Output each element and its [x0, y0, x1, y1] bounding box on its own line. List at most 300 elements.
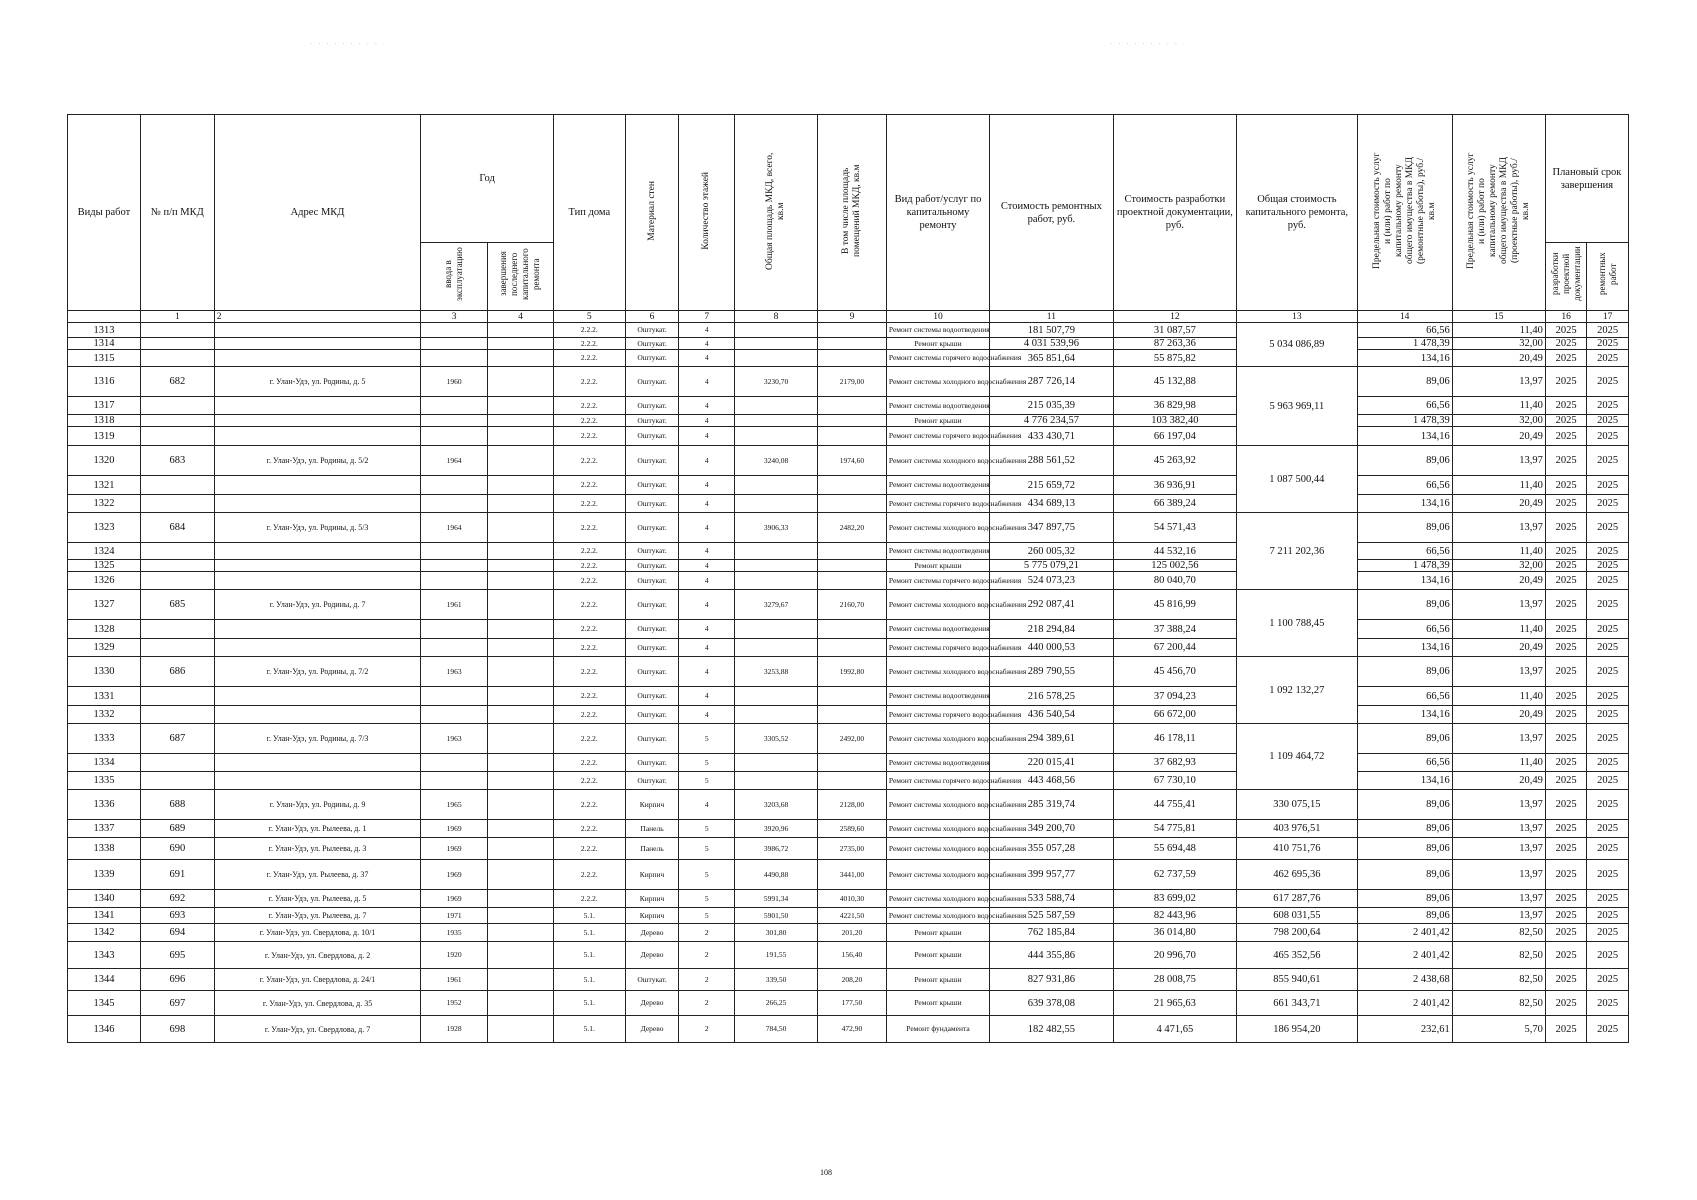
house-type-cell: 2.2.2.: [553, 397, 625, 415]
year-repair-cell: [488, 687, 554, 706]
col-house-type: Тип дома: [553, 115, 625, 311]
total-area-cell: [735, 754, 818, 772]
mkd-number: 684: [140, 513, 214, 543]
repair-cost-cell: 433 430,71: [990, 427, 1114, 446]
limit-repair-cell: 66,56: [1357, 476, 1452, 495]
repair-cost-cell: 182 482,55: [990, 1016, 1114, 1043]
deadline-repair-cell: 2025: [1587, 657, 1629, 687]
floors-cell: 4: [679, 415, 735, 427]
floors-cell: 4: [679, 397, 735, 415]
mkd-number: 688: [140, 790, 214, 820]
wall-material-cell: Оштукат.: [625, 415, 679, 427]
col-total-area: Общая площадь МКД, всего, кв.м: [735, 115, 818, 311]
deadline-repair-cell: 2025: [1587, 772, 1629, 790]
house-type-cell: 2.2.2.: [553, 446, 625, 476]
mkd-number: 689: [140, 820, 214, 838]
mkd-number: 686: [140, 657, 214, 687]
total-area-cell: 3305,52: [735, 724, 818, 754]
total-area-cell: 3279,67: [735, 590, 818, 620]
table-row: [68, 338, 1629, 350]
design-cost-cell: 37 388,24: [1113, 620, 1237, 639]
limit-design-cell: 11,40: [1452, 687, 1545, 706]
row-number: 1340: [68, 890, 141, 908]
wall-material-cell: Оштукат.: [625, 772, 679, 790]
repair-cost-cell: 525 587,59: [990, 908, 1114, 924]
total-area-cell: 3203,68: [735, 790, 818, 820]
total-cost-cell: 403 976,51: [1237, 820, 1357, 838]
wall-material-cell: Оштукат.: [625, 639, 679, 657]
house-type-cell: 2.2.2.: [553, 350, 625, 367]
address-cell: г. Улан-Удэ, ул. Родины, д. 7: [214, 590, 421, 620]
floors-cell: 2: [679, 969, 735, 991]
limit-repair-cell: 134,16: [1357, 572, 1452, 590]
floors-cell: 4: [679, 427, 735, 446]
house-type-cell: 5.1.: [553, 924, 625, 942]
wall-material-cell: Дерево: [625, 1016, 679, 1043]
year-repair-cell: [488, 724, 554, 754]
limit-repair-cell: 89,06: [1357, 890, 1452, 908]
house-type-cell: 2.2.2.: [553, 790, 625, 820]
col-year-repair: завершения последнего капитального ремонта: [488, 243, 554, 311]
work-type-cell: Ремонт системы водоотведения: [886, 754, 989, 772]
year-entry-cell: [421, 495, 488, 513]
mkd-number: [140, 572, 214, 590]
floors-cell: 5: [679, 754, 735, 772]
deadline-design-cell: 2025: [1545, 657, 1587, 687]
mkd-number: [140, 323, 214, 338]
deadline-design-cell: 2025: [1545, 969, 1587, 991]
floors-cell: 4: [679, 687, 735, 706]
deadline-repair-cell: 2025: [1587, 820, 1629, 838]
limit-design-cell: 13,97: [1452, 513, 1545, 543]
limit-repair-cell: 66,56: [1357, 323, 1452, 338]
row-number: 1337: [68, 820, 141, 838]
total-area-cell: 3253,88: [735, 657, 818, 687]
repair-cost-cell: 440 000,53: [990, 639, 1114, 657]
work-type-cell: Ремонт системы холодного водоснабжения: [886, 590, 989, 620]
total-cost-cell: 1 092 132,27: [1237, 657, 1357, 724]
work-type-cell: Ремонт системы горячего водоснабжения: [886, 706, 989, 724]
limit-repair-cell: 134,16: [1357, 427, 1452, 446]
house-type-cell: 2.2.2.: [553, 657, 625, 687]
table-row: [68, 513, 1629, 543]
repair-cost-cell: 288 561,52: [990, 446, 1114, 476]
repair-cost-cell: 215 035,39: [990, 397, 1114, 415]
deadline-repair-cell: 2025: [1587, 706, 1629, 724]
address-cell: [214, 350, 421, 367]
premises-area-cell: 1974,60: [818, 446, 887, 476]
house-type-cell: 2.2.2.: [553, 338, 625, 350]
year-entry-cell: [421, 543, 488, 560]
column-number: 12: [1113, 311, 1237, 323]
floors-cell: 4: [679, 513, 735, 543]
year-repair-cell: [488, 772, 554, 790]
year-repair-cell: [488, 838, 554, 860]
limit-design-cell: 20,49: [1452, 350, 1545, 367]
address-cell: г. Улан-Удэ, ул. Свердлова, д. 24/1: [214, 969, 421, 991]
limit-design-cell: 13,97: [1452, 657, 1545, 687]
wall-material-cell: Дерево: [625, 924, 679, 942]
col-year-entry: ввода в эксплуатацию: [421, 243, 488, 311]
year-repair-cell: [488, 942, 554, 969]
row-number: 1346: [68, 1016, 141, 1043]
year-entry-cell: 1928: [421, 1016, 488, 1043]
design-cost-cell: 45 456,70: [1113, 657, 1237, 687]
premises-area-cell: 2160,70: [818, 590, 887, 620]
premises-area-cell: [818, 338, 887, 350]
limit-repair-cell: 134,16: [1357, 350, 1452, 367]
column-number: 17: [1587, 311, 1629, 323]
limit-repair-cell: 232,61: [1357, 1016, 1452, 1043]
house-type-cell: 5.1.: [553, 908, 625, 924]
floors-cell: 4: [679, 495, 735, 513]
year-repair-cell: [488, 969, 554, 991]
repair-cost-cell: 524 073,23: [990, 572, 1114, 590]
address-cell: г. Улан-Удэ, ул. Рылеева, д. 7: [214, 908, 421, 924]
year-repair-cell: [488, 560, 554, 572]
address-cell: г. Улан-Удэ, ул. Родины, д. 7/3: [214, 724, 421, 754]
work-type-cell: Ремонт системы холодного водоснабжения: [886, 724, 989, 754]
premises-area-cell: [818, 415, 887, 427]
address-cell: [214, 476, 421, 495]
deadline-repair-cell: 2025: [1587, 590, 1629, 620]
row-number: 1333: [68, 724, 141, 754]
mkd-number: [140, 639, 214, 657]
total-cost-cell: 855 940,61: [1237, 969, 1357, 991]
row-number: 1330: [68, 657, 141, 687]
total-cost-cell: 462 695,36: [1237, 860, 1357, 890]
total-cost-cell: 617 287,76: [1237, 890, 1357, 908]
house-type-cell: 2.2.2.: [553, 323, 625, 338]
year-repair-cell: [488, 706, 554, 724]
house-type-cell: 2.2.2.: [553, 590, 625, 620]
design-cost-cell: 82 443,96: [1113, 908, 1237, 924]
deadline-design-cell: 2025: [1545, 706, 1587, 724]
limit-design-cell: 13,97: [1452, 790, 1545, 820]
row-number: 1322: [68, 495, 141, 513]
deadline-design-cell: 2025: [1545, 820, 1587, 838]
year-entry-cell: [421, 476, 488, 495]
deadline-repair-cell: 2025: [1587, 476, 1629, 495]
premises-area-cell: 1992,80: [818, 657, 887, 687]
premises-area-cell: 3441,00: [818, 860, 887, 890]
row-number: 1318: [68, 415, 141, 427]
total-area-cell: 301,80: [735, 924, 818, 942]
year-repair-cell: [488, 639, 554, 657]
deadline-repair-cell: 2025: [1587, 890, 1629, 908]
wall-material-cell: Оштукат.: [625, 495, 679, 513]
total-area-cell: [735, 706, 818, 724]
deadline-design-cell: 2025: [1545, 890, 1587, 908]
total-area-cell: [735, 338, 818, 350]
table-row: [68, 838, 1629, 860]
wall-material-cell: Оштукат.: [625, 560, 679, 572]
mkd-number: 692: [140, 890, 214, 908]
repair-cost-cell: 365 851,64: [990, 350, 1114, 367]
limit-repair-cell: 89,06: [1357, 724, 1452, 754]
limit-repair-cell: 89,06: [1357, 446, 1452, 476]
mkd-number: [140, 476, 214, 495]
mkd-number: [140, 427, 214, 446]
limit-design-cell: 11,40: [1452, 543, 1545, 560]
mkd-number: [140, 687, 214, 706]
deadline-repair-cell: 2025: [1587, 572, 1629, 590]
floors-cell: 5: [679, 838, 735, 860]
wall-material-cell: Кирпич: [625, 860, 679, 890]
floors-cell: 2: [679, 924, 735, 942]
address-cell: г. Улан-Удэ, ул. Свердлова, д. 7: [214, 1016, 421, 1043]
house-type-cell: 2.2.2.: [553, 754, 625, 772]
deadline-design-cell: 2025: [1545, 724, 1587, 754]
address-cell: [214, 415, 421, 427]
row-number: 1341: [68, 908, 141, 924]
house-type-cell: 5.1.: [553, 1016, 625, 1043]
work-type-cell: Ремонт крыши: [886, 338, 989, 350]
limit-design-cell: 11,40: [1452, 323, 1545, 338]
address-cell: г. Улан-Удэ, ул. Свердлова, д. 35: [214, 991, 421, 1016]
limit-repair-cell: 66,56: [1357, 543, 1452, 560]
design-cost-cell: 67 200,44: [1113, 639, 1237, 657]
work-type-cell: Ремонт крыши: [886, 942, 989, 969]
floors-cell: 5: [679, 820, 735, 838]
repair-cost-cell: 443 468,56: [990, 772, 1114, 790]
total-cost-cell: 1 100 788,45: [1237, 590, 1357, 657]
year-repair-cell: [488, 924, 554, 942]
row-number: 1327: [68, 590, 141, 620]
year-repair-cell: [488, 657, 554, 687]
deadline-design-cell: 2025: [1545, 942, 1587, 969]
address-cell: г. Улан-Удэ, ул. Родины, д. 5/2: [214, 446, 421, 476]
year-entry-cell: [421, 415, 488, 427]
design-cost-cell: 36 829,98: [1113, 397, 1237, 415]
row-number: 1334: [68, 754, 141, 772]
year-entry-cell: [421, 427, 488, 446]
design-cost-cell: 4 471,65: [1113, 1016, 1237, 1043]
premises-area-cell: [818, 427, 887, 446]
year-entry-cell: 1961: [421, 590, 488, 620]
design-cost-cell: 54 775,81: [1113, 820, 1237, 838]
limit-design-cell: 20,49: [1452, 427, 1545, 446]
limit-design-cell: 20,49: [1452, 706, 1545, 724]
floors-cell: 5: [679, 890, 735, 908]
deadline-repair-cell: 2025: [1587, 687, 1629, 706]
total-cost-cell: 330 075,15: [1237, 790, 1357, 820]
year-entry-cell: 1969: [421, 890, 488, 908]
floors-cell: 4: [679, 560, 735, 572]
premises-area-cell: 4010,30: [818, 890, 887, 908]
work-type-cell: Ремонт системы водоотведения: [886, 620, 989, 639]
repair-cost-cell: 218 294,84: [990, 620, 1114, 639]
deadline-repair-cell: 2025: [1587, 860, 1629, 890]
total-area-cell: [735, 476, 818, 495]
address-cell: г. Улан-Удэ, ул. Свердлова, д. 10/1: [214, 924, 421, 942]
work-type-cell: Ремонт крыши: [886, 969, 989, 991]
floors-cell: 4: [679, 790, 735, 820]
col-repair-cost: Стоимость ремонтных работ, руб.: [990, 115, 1114, 311]
row-number: 1314: [68, 338, 141, 350]
work-type-cell: Ремонт крыши: [886, 991, 989, 1016]
row-number: 1339: [68, 860, 141, 890]
row-number: 1323: [68, 513, 141, 543]
deadline-repair-cell: 2025: [1587, 397, 1629, 415]
table-row: [68, 772, 1629, 790]
table-row: [68, 908, 1629, 924]
deadline-repair-cell: 2025: [1587, 754, 1629, 772]
year-entry-cell: [421, 350, 488, 367]
total-area-cell: [735, 620, 818, 639]
wall-material-cell: Панель: [625, 838, 679, 860]
deadline-design-cell: 2025: [1545, 838, 1587, 860]
repair-cost-cell: 260 005,32: [990, 543, 1114, 560]
year-entry-cell: 1960: [421, 367, 488, 397]
address-cell: г. Улан-Удэ, ул. Рылеева, д. 3: [214, 838, 421, 860]
wall-material-cell: Оштукат.: [625, 969, 679, 991]
mkd-number: [140, 754, 214, 772]
design-cost-cell: 66 197,04: [1113, 427, 1237, 446]
premises-area-cell: 2492,00: [818, 724, 887, 754]
table-row: [68, 323, 1629, 338]
deadline-repair-cell: 2025: [1587, 543, 1629, 560]
year-repair-cell: [488, 1016, 554, 1043]
limit-design-cell: 11,40: [1452, 397, 1545, 415]
col-work-kinds: Виды работ: [68, 115, 141, 311]
year-repair-cell: [488, 620, 554, 639]
deadline-design-cell: 2025: [1545, 1016, 1587, 1043]
address-cell: [214, 754, 421, 772]
repair-cost-cell: 4 776 234,57: [990, 415, 1114, 427]
limit-design-cell: 13,97: [1452, 908, 1545, 924]
repair-cost-cell: 434 689,13: [990, 495, 1114, 513]
row-number: 1320: [68, 446, 141, 476]
row-number: 1321: [68, 476, 141, 495]
limit-repair-cell: 66,56: [1357, 620, 1452, 639]
deadline-design-cell: 2025: [1545, 790, 1587, 820]
design-cost-cell: 44 532,16: [1113, 543, 1237, 560]
wall-material-cell: Оштукат.: [625, 620, 679, 639]
table-row: [68, 924, 1629, 942]
total-cost-cell: 1 109 464,72: [1237, 724, 1357, 790]
house-type-cell: 2.2.2.: [553, 772, 625, 790]
scan-noise: · · · · · · · · · ·: [310, 40, 388, 48]
total-area-cell: [735, 350, 818, 367]
wall-material-cell: Кирпич: [625, 908, 679, 924]
column-number: 11: [990, 311, 1114, 323]
work-type-cell: Ремонт крыши: [886, 415, 989, 427]
premises-area-cell: 2179,00: [818, 367, 887, 397]
limit-design-cell: 13,97: [1452, 860, 1545, 890]
wall-material-cell: Панель: [625, 820, 679, 838]
deadline-design-cell: 2025: [1545, 338, 1587, 350]
row-number: 1342: [68, 924, 141, 942]
year-entry-cell: 1963: [421, 724, 488, 754]
work-type-cell: Ремонт системы холодного водоснабжения: [886, 790, 989, 820]
col-deadline: Плановый срок завершения: [1545, 115, 1628, 243]
year-repair-cell: [488, 572, 554, 590]
repair-cost-cell: 216 578,25: [990, 687, 1114, 706]
limit-design-cell: 32,00: [1452, 560, 1545, 572]
row-number: 1326: [68, 572, 141, 590]
house-type-cell: 2.2.2.: [553, 724, 625, 754]
design-cost-cell: 37 094,23: [1113, 687, 1237, 706]
mkd-number: 690: [140, 838, 214, 860]
address-cell: г. Улан-Удэ, ул. Рылеева, д. 37: [214, 860, 421, 890]
repair-cost-cell: 355 057,28: [990, 838, 1114, 860]
deadline-repair-cell: 2025: [1587, 367, 1629, 397]
year-entry-cell: 1969: [421, 820, 488, 838]
deadline-design-cell: 2025: [1545, 772, 1587, 790]
address-cell: [214, 687, 421, 706]
deadline-repair-cell: 2025: [1587, 427, 1629, 446]
total-area-cell: [735, 543, 818, 560]
year-repair-cell: [488, 338, 554, 350]
work-type-cell: Ремонт системы водоотведения: [886, 543, 989, 560]
total-cost-cell: 186 954,20: [1237, 1016, 1357, 1043]
design-cost-cell: 62 737,59: [1113, 860, 1237, 890]
limit-repair-cell: 89,06: [1357, 820, 1452, 838]
premises-area-cell: [818, 572, 887, 590]
design-cost-cell: 54 571,43: [1113, 513, 1237, 543]
house-type-cell: 2.2.2.: [553, 476, 625, 495]
wall-material-cell: Оштукат.: [625, 446, 679, 476]
limit-design-cell: 82,50: [1452, 969, 1545, 991]
work-type-cell: Ремонт системы горячего водоснабжения: [886, 572, 989, 590]
col-work-type: Вид работ/услуг по капитальному ремонту: [886, 115, 989, 311]
row-number: 1329: [68, 639, 141, 657]
design-cost-cell: 66 672,00: [1113, 706, 1237, 724]
floors-cell: 4: [679, 543, 735, 560]
wall-material-cell: Оштукат.: [625, 706, 679, 724]
year-entry-cell: [421, 397, 488, 415]
total-area-cell: [735, 772, 818, 790]
repair-cost-cell: 287 726,14: [990, 367, 1114, 397]
premises-area-cell: [818, 639, 887, 657]
wall-material-cell: Оштукат.: [625, 572, 679, 590]
limit-design-cell: 32,00: [1452, 415, 1545, 427]
house-type-cell: 2.2.2.: [553, 620, 625, 639]
column-number: 9: [818, 311, 887, 323]
wall-material-cell: Оштукат.: [625, 687, 679, 706]
total-area-cell: 3906,33: [735, 513, 818, 543]
year-repair-cell: [488, 446, 554, 476]
year-entry-cell: [421, 706, 488, 724]
limit-design-cell: 32,00: [1452, 338, 1545, 350]
column-number: 16: [1545, 311, 1587, 323]
repair-cost-cell: 639 378,08: [990, 991, 1114, 1016]
work-type-cell: Ремонт системы холодного водоснабжения: [886, 820, 989, 838]
limit-repair-cell: 2 401,42: [1357, 991, 1452, 1016]
column-number: 1: [140, 311, 214, 323]
repair-cost-cell: 181 507,79: [990, 323, 1114, 338]
total-area-cell: [735, 427, 818, 446]
table-row: [68, 890, 1629, 908]
mkd-number: 685: [140, 590, 214, 620]
house-type-cell: 2.2.2.: [553, 415, 625, 427]
total-area-cell: 3986,72: [735, 838, 818, 860]
work-type-cell: Ремонт фундамента: [886, 1016, 989, 1043]
row-number: 1324: [68, 543, 141, 560]
col-floors: Количество этажей: [679, 115, 735, 311]
row-number: 1336: [68, 790, 141, 820]
column-number: 7: [679, 311, 735, 323]
column-number: 13: [1237, 311, 1357, 323]
limit-design-cell: 13,97: [1452, 890, 1545, 908]
total-area-cell: [735, 687, 818, 706]
repair-cost-cell: 289 790,55: [990, 657, 1114, 687]
address-cell: г. Улан-Удэ, ул. Свердлова, д. 2: [214, 942, 421, 969]
row-number: 1344: [68, 969, 141, 991]
row-number: 1335: [68, 772, 141, 790]
house-type-cell: 2.2.2.: [553, 820, 625, 838]
